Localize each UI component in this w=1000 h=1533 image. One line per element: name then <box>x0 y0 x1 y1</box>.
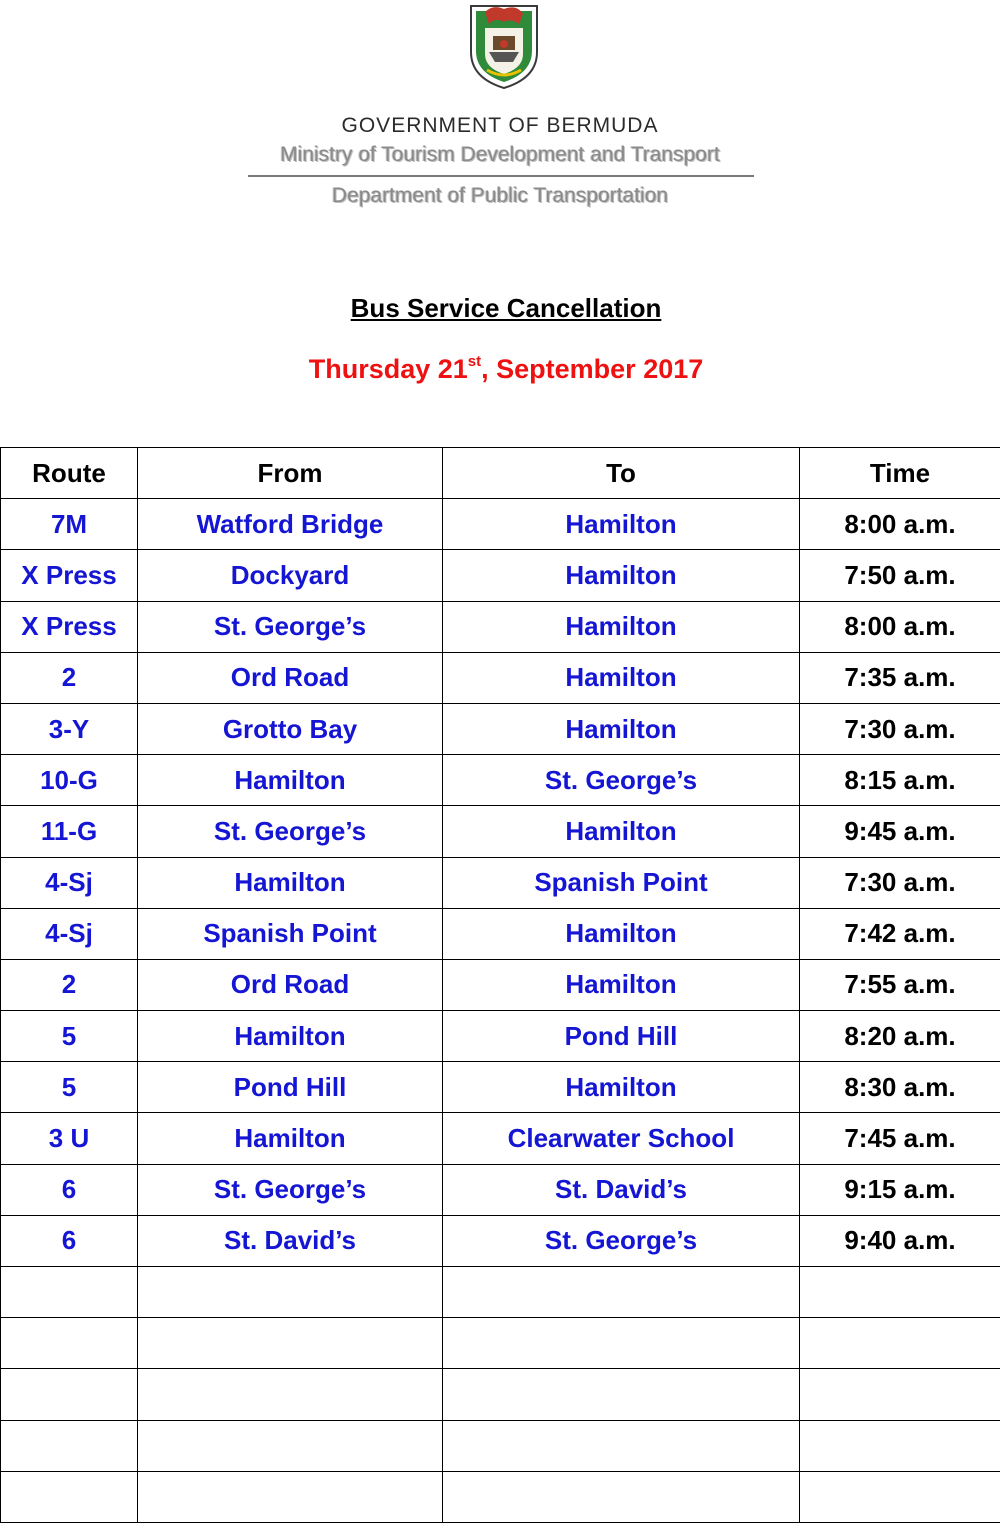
from-cell <box>138 1369 443 1420</box>
route-cell <box>1 1267 138 1318</box>
route-cell: 3 U <box>1 1113 138 1164</box>
route-cell: 6 <box>1 1215 138 1266</box>
table-row <box>1 1267 1000 1318</box>
time-cell: 9:45 a.m. <box>800 806 1000 857</box>
notice-date <box>0 354 1000 385</box>
header-time: Time <box>800 448 1000 499</box>
time-cell <box>800 1318 1000 1369</box>
to-cell: Hamilton <box>443 1062 800 1113</box>
table-row <box>1 652 1000 703</box>
table-row <box>1 1318 1000 1369</box>
time-cell: 7:42 a.m. <box>800 908 1000 959</box>
to-cell: Hamilton <box>443 806 800 857</box>
table-row <box>1 499 1000 550</box>
route-cell: 3-Y <box>1 703 138 754</box>
to-cell: Clearwater School <box>443 1113 800 1164</box>
from-cell: St. David’s <box>138 1215 443 1266</box>
time-cell: 8:30 a.m. <box>800 1062 1000 1113</box>
table-row <box>1 857 1000 908</box>
route-cell: 2 <box>1 652 138 703</box>
government-heading: GOVERNMENT OF BERMUDA <box>341 114 659 137</box>
from-cell: St. George’s <box>138 601 443 652</box>
time-cell: 7:30 a.m. <box>800 703 1000 754</box>
time-cell: 9:15 a.m. <box>800 1164 1000 1215</box>
ministry-heading: Ministry of Tourism Development and Transport <box>280 143 720 166</box>
from-cell: Ord Road <box>138 652 443 703</box>
to-cell: Hamilton <box>443 703 800 754</box>
header-from: From <box>138 448 443 499</box>
to-cell: St. George’s <box>443 1215 800 1266</box>
time-cell <box>800 1420 1000 1471</box>
time-cell: 7:50 a.m. <box>800 550 1000 601</box>
time-cell: 8:00 a.m. <box>800 601 1000 652</box>
to-cell: Hamilton <box>443 499 800 550</box>
time-cell: 8:15 a.m. <box>800 755 1000 806</box>
from-cell: Ord Road <box>138 959 443 1010</box>
from-cell <box>138 1420 443 1471</box>
table-row <box>1 908 1000 959</box>
route-cell: 7M <box>1 499 138 550</box>
time-cell: 8:00 a.m. <box>800 499 1000 550</box>
table-body <box>1 499 1000 1523</box>
table-row <box>1 755 1000 806</box>
time-cell: 8:20 a.m. <box>800 1011 1000 1062</box>
bermuda-coat-of-arms-icon <box>463 2 545 90</box>
route-cell: 6 <box>1 1164 138 1215</box>
time-cell: 9:40 a.m. <box>800 1215 1000 1266</box>
route-cell: 10-G <box>1 755 138 806</box>
from-cell: Spanish Point <box>138 908 443 959</box>
table-header-row <box>1 448 1000 499</box>
table-row <box>1 550 1000 601</box>
table-row <box>1 1215 1000 1266</box>
time-cell <box>800 1369 1000 1420</box>
department-heading: Department of Public Transportation <box>331 184 669 207</box>
from-cell: Watford Bridge <box>138 499 443 550</box>
route-cell <box>1 1369 138 1420</box>
from-cell: Hamilton <box>138 755 443 806</box>
route-cell: 11-G <box>1 806 138 857</box>
to-cell: Pond Hill <box>443 1011 800 1062</box>
route-cell: X Press <box>1 601 138 652</box>
date-rest: , September 2017 <box>481 354 704 384</box>
route-cell <box>1 1318 138 1369</box>
table-row <box>1 601 1000 652</box>
to-cell: St. David’s <box>443 1164 800 1215</box>
header-route: Route <box>1 448 138 499</box>
cancellation-table <box>0 447 1000 1523</box>
to-cell <box>443 1369 800 1420</box>
from-cell <box>138 1267 443 1318</box>
to-cell <box>443 1318 800 1369</box>
table-row <box>1 1471 1000 1522</box>
table-row <box>1 703 1000 754</box>
to-cell: Hamilton <box>443 652 800 703</box>
from-cell <box>138 1471 443 1522</box>
time-cell: 7:35 a.m. <box>800 652 1000 703</box>
table-row <box>1 1420 1000 1471</box>
from-cell: Hamilton <box>138 857 443 908</box>
time-cell: 7:55 a.m. <box>800 959 1000 1010</box>
to-cell: Hamilton <box>443 550 800 601</box>
to-cell: Hamilton <box>443 959 800 1010</box>
route-cell: 4-Sj <box>1 908 138 959</box>
from-cell: St. George’s <box>138 1164 443 1215</box>
from-cell: St. George’s <box>138 806 443 857</box>
letterhead-divider <box>248 175 754 177</box>
route-cell: 4-Sj <box>1 857 138 908</box>
time-cell <box>800 1267 1000 1318</box>
route-cell: 2 <box>1 959 138 1010</box>
from-cell <box>138 1318 443 1369</box>
table-row <box>1 1062 1000 1113</box>
to-cell: St. George’s <box>443 755 800 806</box>
route-cell <box>1 1420 138 1471</box>
time-cell: 7:30 a.m. <box>800 857 1000 908</box>
route-cell: X Press <box>1 550 138 601</box>
to-cell <box>443 1471 800 1522</box>
from-cell: Grotto Bay <box>138 703 443 754</box>
table-row <box>1 959 1000 1010</box>
date-ordinal-suffix: st <box>467 353 482 370</box>
route-cell <box>1 1471 138 1522</box>
table-row <box>1 1113 1000 1164</box>
time-cell: 7:45 a.m. <box>800 1113 1000 1164</box>
table-row <box>1 1369 1000 1420</box>
from-cell: Hamilton <box>138 1113 443 1164</box>
time-cell <box>800 1471 1000 1522</box>
date-prefix: Thursday 21 <box>308 354 468 384</box>
table-row <box>1 806 1000 857</box>
table-row <box>1 1011 1000 1062</box>
route-cell: 5 <box>1 1062 138 1113</box>
to-cell: Hamilton <box>443 908 800 959</box>
route-cell: 5 <box>1 1011 138 1062</box>
to-cell <box>443 1420 800 1471</box>
from-cell: Pond Hill <box>138 1062 443 1113</box>
from-cell: Hamilton <box>138 1011 443 1062</box>
notice-title: Bus Service Cancellation <box>350 293 662 323</box>
from-cell: Dockyard <box>138 550 443 601</box>
to-cell <box>443 1267 800 1318</box>
to-cell: Spanish Point <box>443 857 800 908</box>
to-cell: Hamilton <box>443 601 800 652</box>
header-to: To <box>443 448 800 499</box>
table-row <box>1 1164 1000 1215</box>
